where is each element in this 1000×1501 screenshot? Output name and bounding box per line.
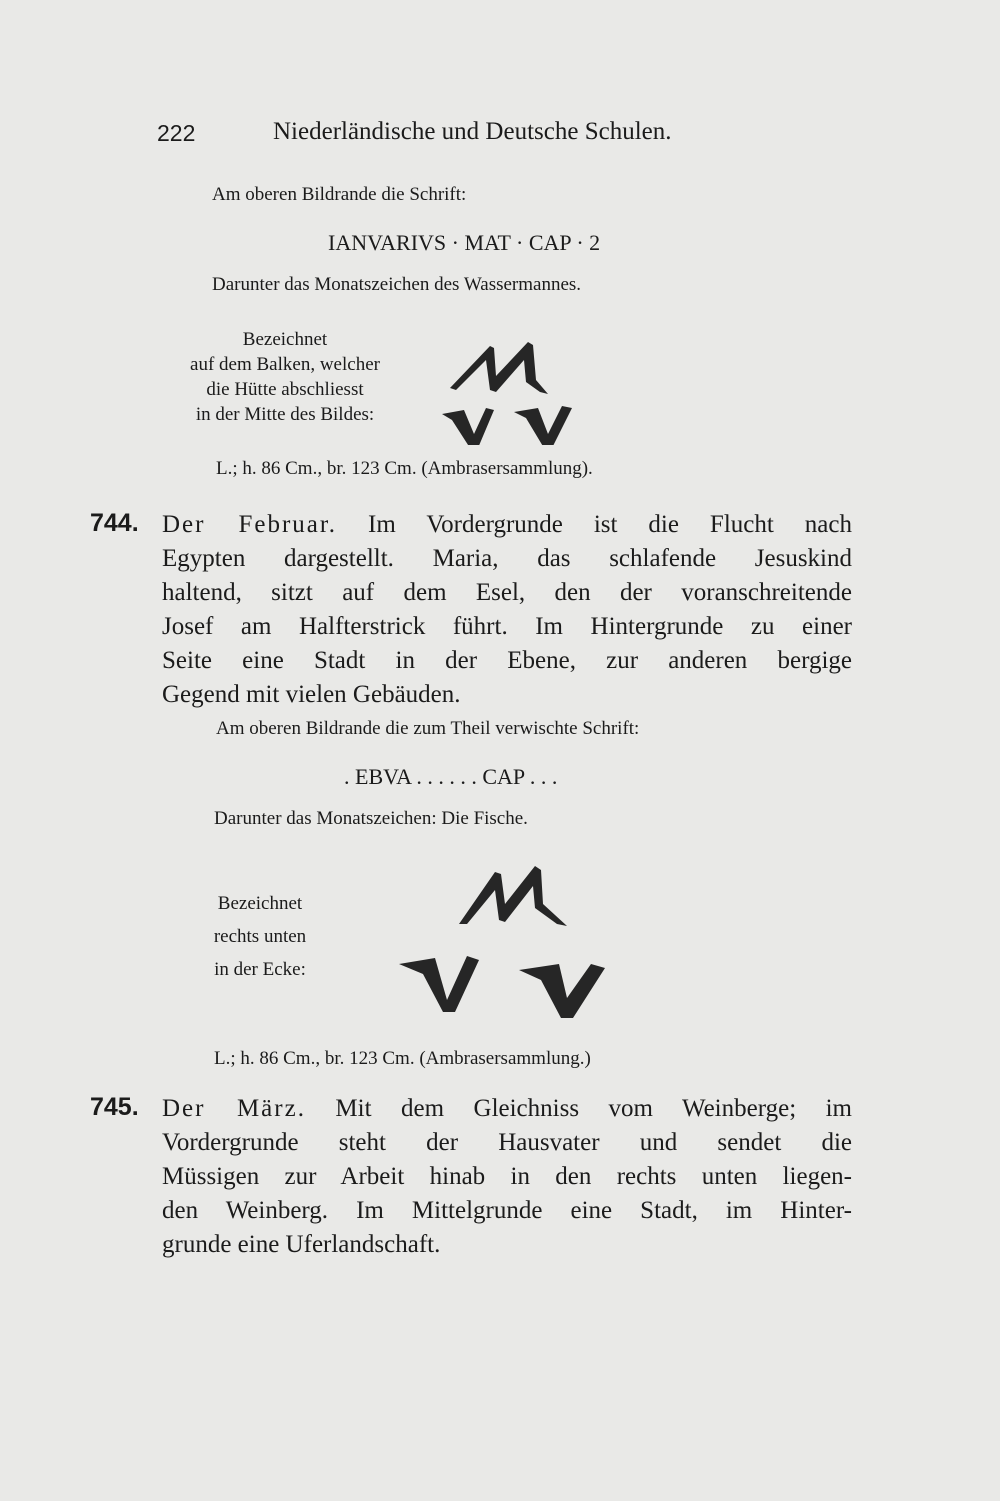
sign-note-744: Darunter das Monatszeichen: Die Fische. [214, 808, 528, 829]
text-line: Seite eine Stadt in der Ebene, zur anderen bergige [162, 647, 852, 674]
entry-text-745 [162, 1092, 852, 1262]
signed-line: die Hütte abschliesst [206, 379, 364, 400]
monogram-mark-744 [395, 852, 615, 1022]
signed-line: rechts unten [213, 926, 307, 947]
details-744: L.; h. 86 Cm., br. 123 Cm. (Ambrasersammlung.) [214, 1048, 591, 1069]
text-line: Der März. Mit dem Gleichniss vom Weinberge; im [162, 1095, 852, 1122]
text-line: Egypten dargestellt. Maria, das schlafende Jesuskind [162, 545, 852, 572]
signed-line: in der Mitte des Bildes: [195, 404, 375, 425]
entry-title-745: Der März. [162, 1095, 306, 1122]
inscription-744: . EBVA . . . . . . CAP . . . [344, 764, 558, 789]
text-line: grunde eine Uferlandschaft. [162, 1231, 441, 1258]
inscription-intro-744: Am oberen Bildrande die zum Theil verwischte Schrift: [216, 718, 640, 739]
text-line: Der Februar. Im Vordergrunde ist die Flucht nach [162, 511, 852, 538]
signed-line: Bezeichnet [217, 893, 303, 914]
text-line: Müssigen zur Arbeit hinab in den rechts unten liegen- [162, 1163, 852, 1190]
details-743: L.; h. 86 Cm., br. 123 Cm. (Ambrasersammlung). [216, 458, 593, 479]
running-title: Niederländische und Deutsche Schulen. [273, 118, 672, 145]
inscription-743: IANVARIVS · MAT · CAP · 2 [328, 230, 601, 255]
signed-line: in der Ecke: [214, 959, 306, 980]
signed-label-744 [190, 887, 330, 986]
page-number: 222 [157, 120, 196, 146]
inscription-intro-743: Am oberen Bildrande die Schrift: [212, 184, 467, 205]
entry-number-744: 744. [90, 509, 139, 537]
text-line: haltend, sitzt auf dem Esel, den der voranschreitende [162, 579, 852, 606]
signed-label-743 [160, 327, 410, 427]
text-line: den Weinberg. Im Mittelgrunde eine Stadt, im Hinter- [162, 1197, 852, 1224]
signed-line: auf dem Balken, welcher [190, 354, 380, 375]
text-line: Gegend mit vielen Gebäuden. [162, 681, 461, 708]
entry-number-745: 745. [90, 1093, 139, 1121]
entry-title-744: Der Februar. [162, 511, 338, 538]
monogram-mark-743 [430, 330, 580, 445]
text-line: Josef am Halfterstrick führt. Im Hintergrunde zu einer [162, 613, 852, 640]
sign-note-743: Darunter das Monatszeichen des Wassermannes. [212, 274, 582, 295]
signed-line: Bezeichnet [242, 329, 328, 350]
text-line: Vordergrunde steht der Hausvater und sendet die [162, 1129, 852, 1156]
entry-text-744 [162, 508, 852, 712]
